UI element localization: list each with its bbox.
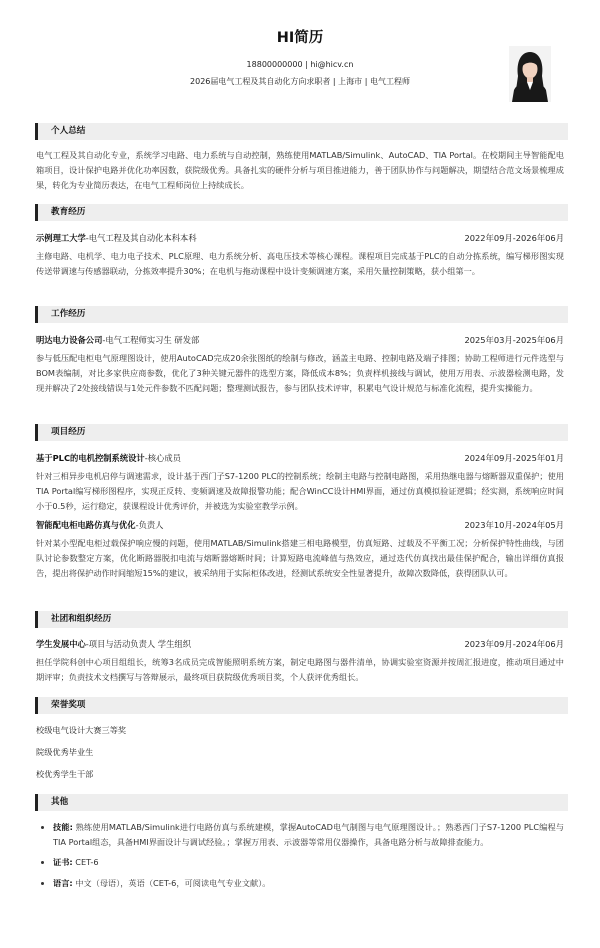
project-name: 智能配电柜电路仿真与优化 [36,520,136,530]
project-description: 针对某小型配电柜过载保护响应慢的问题，使用MATLAB/Simulink搭建三相电路模型，仿真短路、过载及不平衡工况；分析保护特性曲线，与团队讨论参数整定方案，优化断路器脱扣电流与熔断器熔断时间；计算短路电流峰值与热效应，通过迭代仿真找出最佳保护配合，输出详细仿真报告，提出将保护动作时间缩短15%的建议，被采纳用于实际柜体改进，经测试系统安全性显著提升，故障次数降低，获得团队认可。 [36,538,564,578]
job-role: -电气工程师实习生 研发部 [102,335,200,345]
campus-entry [36,637,564,685]
project-role: -核心成员 [144,453,181,463]
section-header-awards [35,697,568,714]
entry-header [36,451,564,465]
portrait-image [509,46,551,102]
degree-major: -电气工程及其自动化本科本科 [85,233,197,243]
section-header-projects [35,424,568,441]
section-header-work [35,306,568,323]
section-title: 工作经历 [51,309,86,319]
project-entry [36,518,564,581]
education-description: 主修电路、电机学、电力电子技术、PLC原理、电力系统分析、高电压技术等核心课程。课程项目完成基于PLC的自动分拣系统，编写梯形图实现传送带调速与传感器联动，分拣效率提升30%；在电机与拖动课程中设计变频调速方案，采用矢量控制策略，获小组第一。 [36,251,564,276]
summary-text: 电气工程及其自动化专业，系统学习电路、电力系统与自动控制，熟练使用MATLAB/Simulink、AutoCAD、TIA Portal。在校期间主导智能配电箱项目，设计保护电路并优化功率因数，获院级优秀。具备扎实的硬件分析与项目推进能力，善于团队协作与问题解决，期望结合范文场景梳理成果，转化为专业简历表达，在电气工程师岗位上持续成长。 [36,150,564,190]
candidate-name: HI简历 [276,30,324,46]
entry-header [36,231,564,245]
item-text: CET-6 [72,857,99,867]
project-name: 基于PLC的电机控制系统设计 [36,453,145,463]
campus-description: 担任学院科创中心项目组组长，统筹3名成员完成智能照明系统方案，制定电路图与器件清单，协调实验室资源并按周汇报进度，推动项目通过中期评审；负责技术文档撰写与答辩展示，最终项目获院级优秀项目奖，个人获评优秀组长。 [36,657,564,682]
section-title: 项目经历 [51,427,86,437]
job-intent: 2026届电气工程及其自动化方向求职者 | 上海市 | 电气工程师 [190,77,410,86]
entry-header [36,637,564,651]
section-header-campus [35,611,568,628]
section-title: 其他 [51,797,69,807]
item-label: 语言: [53,877,73,888]
award-item: 院级优秀毕业生 [36,747,94,757]
organization-role: -项目与活动负责人 学生组织 [85,639,191,649]
award-item: 校级电气设计大赛三等奖 [36,725,127,735]
section-title: 个人总结 [51,126,86,136]
project-entry [36,451,564,514]
work-entry [36,333,564,396]
project-description: 针对三相异步电机启停与调速需求，设计基于西门子S7-1200 PLC的控制系统；绘制主电路与控制电路图，采用热继电器与熔断器双重保护；使用TIA Portal编写梯形图程序，实现正反转、变频调速及故障报警功能；配合WinCC设计HMI界面，通过仿真模拟验证逻辑；经实测，系统响应时间小于0.5秒，运行稳定，获课程设计优秀评价，并被选为实验室教学示例。 [36,471,564,511]
item-label: 技能: [53,822,73,832]
section-title: 荣誉奖项 [51,700,86,710]
entry-date: 2024年09月-2025年01月 [464,453,564,463]
section-header-summary [35,123,568,140]
section-header-other [35,794,568,811]
item-text: 熟练使用MATLAB/Simulink进行电路仿真与系统建模，掌握AutoCAD电气制图与电气原理图设计。；熟悉西门子S7-1200 PLC编程与TIA Portal组态，具备HMI界面设计与调试经验。；掌握万用表、示波器等常用仪器操作，具备电路分析与故障排查能力。 [53,822,564,847]
item-label: 证书: [53,857,73,867]
project-role: -负责人 [135,520,164,530]
school-name: 示例理工大学 [36,233,86,243]
section-title: 社团和组织经历 [51,614,112,624]
award-item: 校优秀学生干部 [36,769,94,779]
language-item [53,876,564,891]
entry-date: 2023年10月-2024年05月 [464,520,564,530]
organization-name: 学生发展中心 [36,639,86,649]
section-header-education [35,204,568,221]
entry-header [36,518,564,532]
entry-date: 2025年03月-2025年06月 [464,335,564,345]
section-title: 教育经历 [51,207,86,217]
summary-block [36,148,564,193]
company-name: 明达电力设备公司 [36,335,103,345]
other-list [36,820,564,890]
education-entry [36,231,564,279]
skills-item [53,820,564,849]
profile-photo [509,46,551,102]
entry-header [36,333,564,347]
certificate-item [53,855,564,870]
item-text: 中文（母语），英语（CET-6，可阅读电气专业文献）。 [72,877,271,888]
other-block [36,820,564,896]
entry-date: 2023年09月-2024年06月 [464,639,564,649]
contact-info: 18800000000 | hi@hicv.cn [246,60,354,69]
entry-date: 2022年09月-2026年06月 [464,233,564,243]
work-description: 参与低压配电柜电气原理图设计，使用AutoCAD完成20余张图纸的绘制与修改，涵盖主电路、控制电路及端子排图；协助工程师进行元件选型与BOM表编制，对比多家供应商参数，优化了3种关键元器件的选型方案，降低成本8%；负责样机接线与调试，使用万用表、示波器检测电路，发现并解决了2处接线错误与1处元件参数不匹配问题；整理测试报告，参与团队技术评审，积累电气设计规范与标准化流程，提升实操能力。 [36,353,564,393]
